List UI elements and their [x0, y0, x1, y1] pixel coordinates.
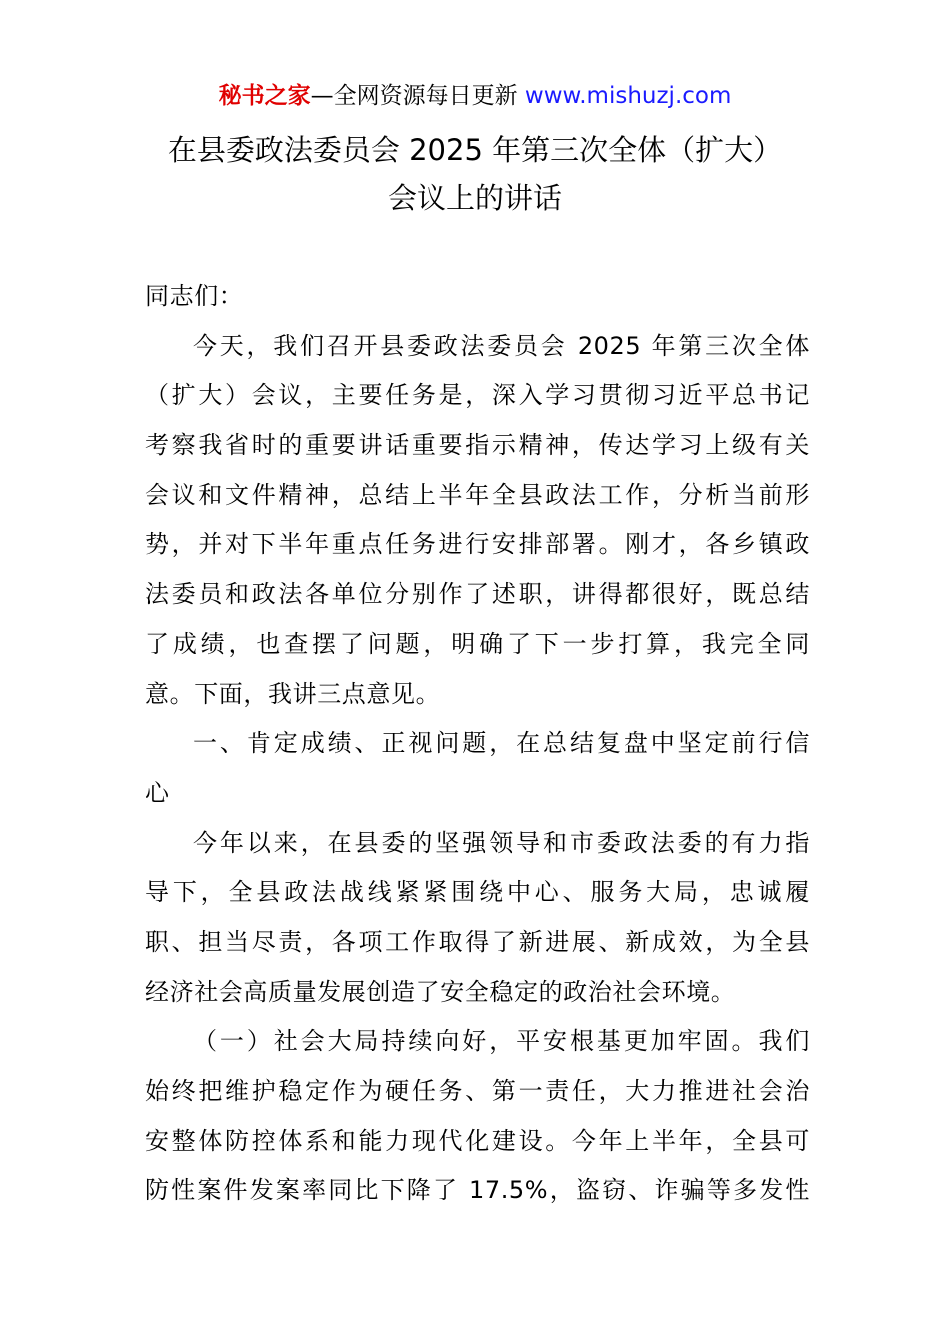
section-heading-line: 一、肯定成绩、正视问题，在总结复盘中坚定前行信: [193, 729, 810, 758]
body-line: 势，并对下半年重点任务进行安排部署。刚才，各乡镇政: [145, 530, 810, 559]
section-heading-line: 心: [145, 778, 170, 807]
body-line: 法委员和政法各单位分别作了述职，讲得都很好，既总结: [145, 580, 810, 609]
site-url-link[interactable]: www.mishuzj.com: [524, 83, 732, 109]
body-line: 今天，我们召开县委政法委员会 2025 年第三次全体: [193, 331, 810, 360]
body-line: 安整体防控体系和能力现代化建设。今年上半年，全县可: [145, 1126, 810, 1155]
body-line: 会议和文件精神，总结上半年全县政法工作，分析当前形: [145, 480, 810, 509]
body-line: 今年以来，在县委的坚强领导和市委政法委的有力指: [193, 828, 810, 857]
body-line: 经济社会高质量发展创造了安全稳定的政治社会环境。: [145, 977, 736, 1006]
site-header: [0, 80, 950, 112]
document-title: [0, 126, 950, 222]
title-line-1: 在县委政法委员会 2025 年第三次全体（扩大）: [167, 133, 783, 167]
document-body: [145, 272, 810, 1216]
brand-name: 秘书之家: [218, 83, 311, 109]
header-tagline: —全网资源每日更新: [310, 83, 525, 109]
title-line-2: 会议上的讲话: [387, 181, 562, 215]
body-line: 导下，全县政法战线紧紧围绕中心、服务大局，忠诚履: [145, 878, 810, 907]
body-line: 防性案件发案率同比下降了 17.5%，盗窃、诈骗等多发性: [145, 1176, 810, 1205]
body-line: 职、担当尽责，各项工作取得了新进展、新成效，为全县: [145, 927, 810, 956]
subsection-line: （一）社会大局持续向好，平安根基更加牢固。我们: [193, 1027, 810, 1056]
salutation: 同志们：: [145, 282, 244, 310]
body-line: 始终把维护稳定作为硬任务、第一责任，大力推进社会治: [145, 1077, 810, 1105]
body-line: 考察我省时的重要讲话重要指示精神，传达学习上级有关: [145, 431, 810, 460]
body-line: 意。下面，我讲三点意见。: [145, 679, 441, 708]
body-line: 了成绩，也查摆了问题，明确了下一步打算，我完全同: [145, 629, 810, 658]
body-line: （扩大）会议，主要任务是，深入学习贯彻习近平总书记: [145, 381, 810, 410]
